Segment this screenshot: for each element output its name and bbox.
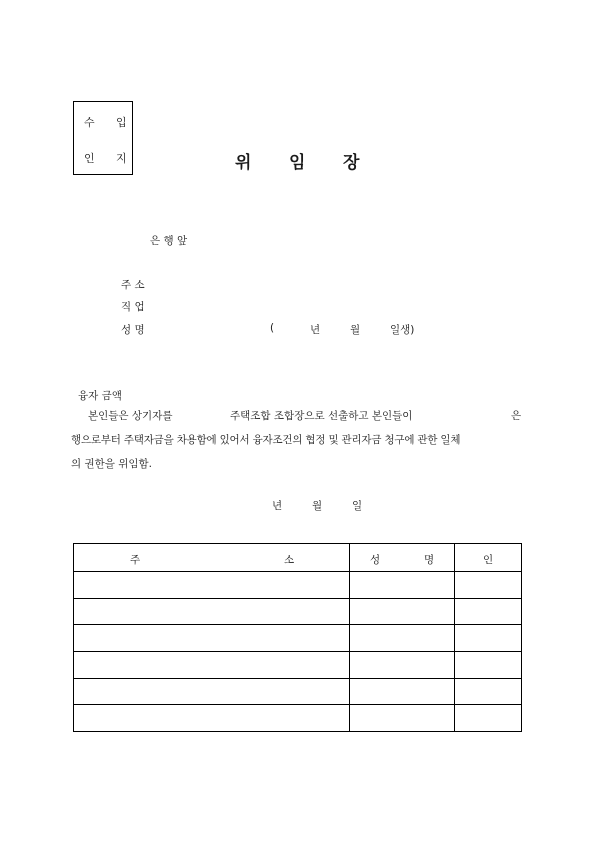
table-row <box>74 598 522 625</box>
header-name-char-2: 명 <box>424 554 435 566</box>
cell-seal <box>455 705 522 732</box>
header-seal <box>455 544 522 572</box>
cell-name <box>350 572 455 599</box>
cell-seal <box>455 572 522 599</box>
cell-seal <box>455 651 522 678</box>
cell-name <box>350 598 455 625</box>
header-seal-char: 인 <box>483 554 494 566</box>
stamp-char-2: 입 <box>116 116 127 129</box>
header-name <box>350 544 455 572</box>
cell-seal <box>455 625 522 652</box>
title-char-1: 위 <box>235 153 252 173</box>
cell-name <box>350 651 455 678</box>
paragraph-line1-a: 본인들은 상기자를 <box>88 410 173 422</box>
cell-address <box>74 625 350 652</box>
stamp-char-3: 인 <box>84 152 95 165</box>
paragraph-line3: 의 권한을 위임함. <box>71 458 153 470</box>
cell-name <box>350 678 455 705</box>
header-name-char-1: 성 <box>370 554 381 566</box>
paragraph-line1-b: 주택조합 조합장으로 선출하고 본인들이 <box>230 410 413 422</box>
addressee: 은 행 앞 <box>150 235 188 247</box>
table-row <box>74 625 522 652</box>
title-char-2: 임 <box>289 153 306 173</box>
table-header-row <box>74 544 522 572</box>
birth-month-label: 월 <box>350 324 361 336</box>
cell-address <box>74 572 350 599</box>
date-day-label: 일 <box>352 500 363 512</box>
name-label: 성 명 <box>121 324 145 336</box>
stamp-char-1: 수 <box>84 116 95 129</box>
table-row <box>74 705 522 732</box>
job-label: 직 업 <box>121 301 145 313</box>
table-row <box>74 651 522 678</box>
cell-address <box>74 678 350 705</box>
birth-year-label: 년 <box>310 324 321 336</box>
date-month-label: 월 <box>312 500 323 512</box>
cell-name <box>350 705 455 732</box>
title-char-3: 장 <box>343 153 360 173</box>
table-row <box>74 572 522 599</box>
paragraph-line1-c: 은 <box>511 410 522 422</box>
cell-seal <box>455 678 522 705</box>
loan-amount-label: 융자 금액 <box>78 390 122 402</box>
cell-address <box>74 705 350 732</box>
cell-name <box>350 625 455 652</box>
address-label: 주 소 <box>121 279 145 291</box>
header-address-char-2: 소 <box>284 554 295 566</box>
birth-open-paren: ( <box>270 322 275 334</box>
header-address-char-1: 주 <box>130 554 141 566</box>
table-row <box>74 678 522 705</box>
header-address <box>74 544 350 572</box>
cell-address <box>74 598 350 625</box>
date-year-label: 년 <box>272 500 283 512</box>
birth-day-label: 일생) <box>390 324 415 336</box>
signature-table <box>73 543 522 732</box>
paragraph-line2: 행으로부터 주택자금을 차용함에 있어서 융자조건의 협정 및 관리자금 청구에 관한 일체 <box>71 434 461 446</box>
revenue-stamp-box <box>73 101 133 175</box>
stamp-char-4: 지 <box>116 152 127 165</box>
cell-address <box>74 651 350 678</box>
cell-seal <box>455 598 522 625</box>
